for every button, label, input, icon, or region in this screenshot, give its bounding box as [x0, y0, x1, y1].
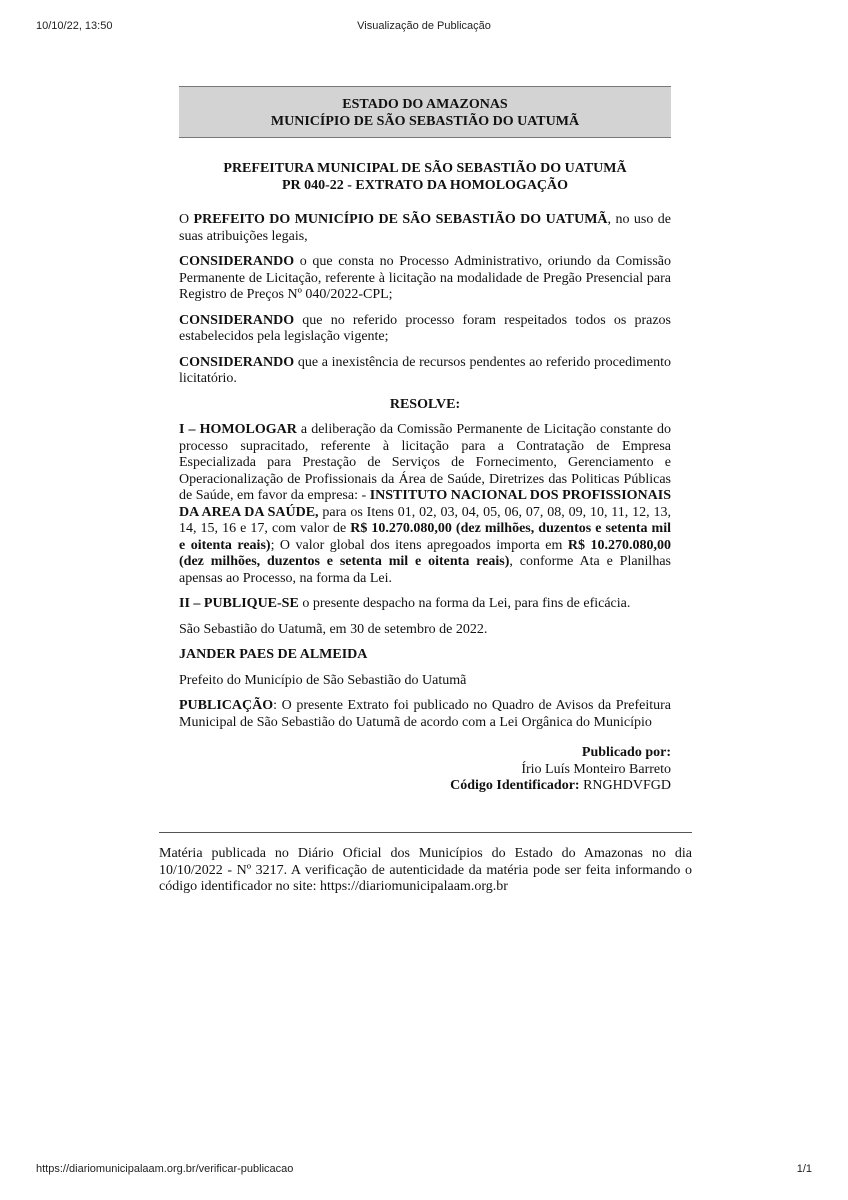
- publisher-name: Írio Luís Monteiro Barreto: [521, 761, 671, 777]
- print-datetime: 10/10/22, 13:50: [36, 20, 113, 32]
- homologar-text-4: , conforme Ata e Planilhas apensas ao Processo, na forma da Lei.: [179, 554, 671, 586]
- publicacao-label: PUBLICAÇÃO: [179, 698, 274, 713]
- considerando-label: CONSIDERANDO: [179, 354, 295, 370]
- item-publique: [179, 596, 671, 613]
- published-by-label: Publicado por:: [581, 745, 671, 760]
- contract-value: R$ 10.270.080,00 (dez milhões, duzentos e setenta mil e oitenta reais): [179, 521, 671, 553]
- identifier-code-value: RNGHDVFGD: [579, 778, 671, 793]
- global-value: R$ 10.270.080,00 (dez milhões, duzentos e setenta mil e oitenta reais): [179, 537, 671, 569]
- signer-name-text: JANDER PAES DE ALMEIDA: [179, 647, 368, 662]
- publicacao-text: : O presente Extrato foi publicado no Quadro de Avisos da Prefeitura Municipal de São Sebastião do Uatumã de acordo com a Lei Orgânica do Município: [179, 698, 671, 730]
- considerando-2: [179, 313, 671, 346]
- homologar-text-1: a deliberação da Comissão Permanente de Licitação constante do processo supracitado, referente à licitação para a Contratação de Empresa Especializada para Prestação de Serviços de Fornecimento, Gerenciamento e Operacionalização de Profissionais da Área de Saúde, Diretrizes das Politicas Públicas de Saúde, em favor da empresa: -: [179, 422, 671, 503]
- considerando-label: CONSIDERANDO: [179, 312, 295, 328]
- considerando-3: [179, 355, 671, 388]
- title-extract: PR 040-22 - EXTRATO DA HOMOLOGAÇÃO: [281, 178, 569, 193]
- considerando-2-text: que no referido processo foram respeitados todos os prazos estabelecidos pela legislação vigente;: [179, 312, 671, 344]
- print-url[interactable]: https://diariomunicipalaam.org.br/verificar-publicacao: [36, 1163, 294, 1175]
- considerando-1: [179, 254, 671, 304]
- footer-divider: [159, 832, 692, 833]
- title-prefeitura: PREFEITURA MUNICIPAL DE SÃO SEBASTIÃO DO UATUMÃ: [223, 161, 627, 176]
- document-title: [179, 160, 671, 194]
- homologar-label: I – HOMOLOGAR: [179, 422, 297, 437]
- resolve-heading: [179, 397, 671, 414]
- publication-note: Matéria publicada no Diário Oficial dos Municípios do Estado do Amazonas no dia 10/10/2022 - Nº 3217. A verificação de autenticidade da matéria pode ser feita informando o código identificador no site: https://diariomunicipalaam.org.br: [159, 846, 692, 894]
- identifier-code-label: Código Identificador:: [450, 778, 580, 793]
- place-date: São Sebastião do Uatumã, em 30 de setembro de 2022.: [179, 621, 488, 637]
- intro-mayor: PREFEITO DO MUNICÍPIO DE SÃO SEBASTIÃO DO UATUMÃ: [193, 212, 608, 227]
- published-by-block: [179, 745, 671, 795]
- banner-municipality: MUNICÍPIO DE SÃO SEBASTIÃO DO UATUMÃ: [270, 114, 580, 129]
- intro-rest: , no uso de suas atribuições legais,: [179, 212, 671, 244]
- intro-prefix: O: [179, 212, 194, 227]
- print-page-number: 1/1: [796, 1163, 812, 1175]
- company-name: INSTITUTO NACIONAL DOS PROFISSIONAIS DA AREA DA SAÚDE,: [179, 488, 671, 520]
- considerando-3-text: que a inexistência de recursos pendentes ao referido procedimento licitatório.: [179, 354, 671, 386]
- document-body: [179, 212, 671, 795]
- print-page-title: Visualização de Publicação: [357, 20, 491, 32]
- publique-text: o presente despacho na forma da Lei, para fins de eficácia.: [298, 596, 631, 611]
- intro-paragraph: [179, 212, 671, 245]
- print-footer: [0, 1163, 848, 1179]
- considerando-label: CONSIDERANDO: [179, 254, 295, 269]
- signer-name: [179, 647, 671, 664]
- print-header: [0, 20, 848, 36]
- state-banner: [179, 86, 671, 138]
- item-homologar: [179, 422, 671, 587]
- signer-role: Prefeito do Município de São Sebastião do Uatumã: [179, 672, 467, 688]
- considerando-1-text: o que consta no Processo Administrativo, oriundo da Comissão Permanente de Licitação, referente à licitação na modalidade de Pregão Presencial para Registro de Preços Nº 040/2022-CPL;: [179, 254, 671, 302]
- homologar-text-2: para os Itens 01, 02, 03, 04, 05, 06, 07, 08, 09, 10, 11, 12, 13, 14, 15, 16 e 17, com valor de: [179, 504, 671, 536]
- banner-state: ESTADO DO AMAZONAS: [342, 97, 508, 112]
- resolve-label: RESOLVE:: [389, 396, 461, 412]
- publique-label: II – PUBLIQUE-SE: [179, 596, 299, 611]
- homologar-text-3: ; O valor global dos itens apregoados importa em: [270, 537, 568, 553]
- publicacao-paragraph: [179, 698, 671, 731]
